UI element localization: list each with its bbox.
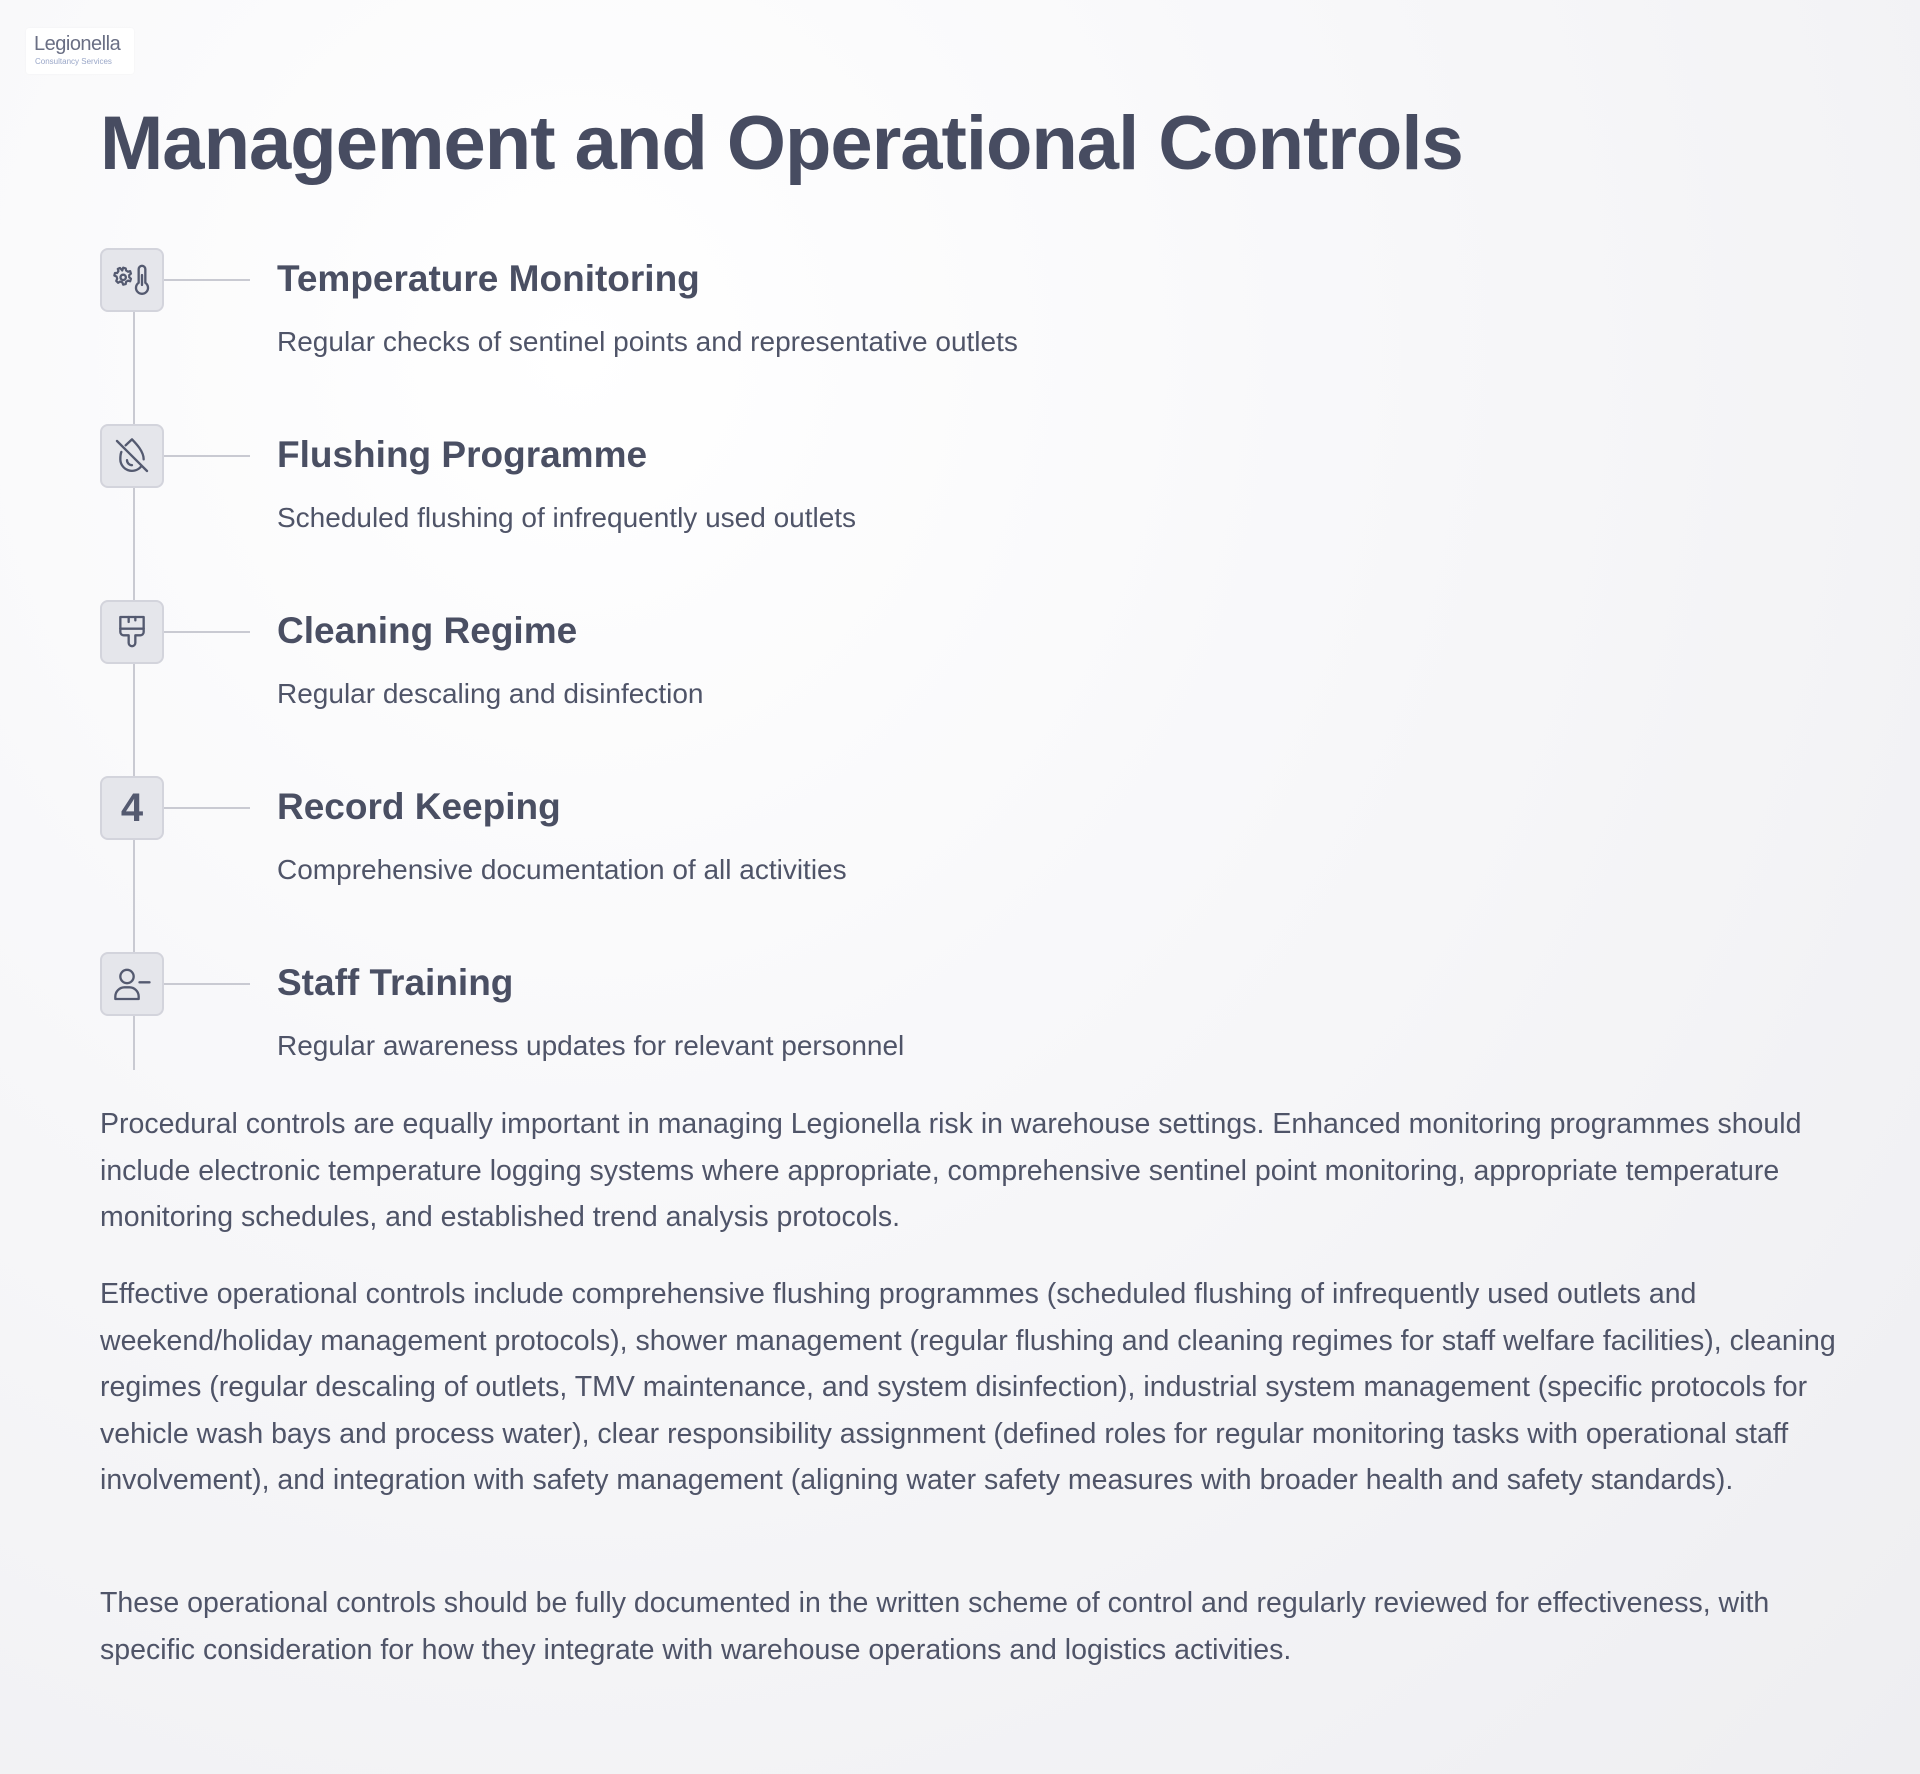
paintbrush-icon xyxy=(112,612,152,652)
timeline-item-description: Regular awareness updates for relevant personnel xyxy=(277,1030,905,1061)
timeline-marker xyxy=(100,952,164,1016)
timeline-item-title: Flushing Programme xyxy=(277,434,648,475)
logo-subtitle: Consultancy Services xyxy=(35,57,112,66)
timeline-item-cleaning-regime xyxy=(0,600,1920,709)
timeline-item-title: Staff Training xyxy=(277,962,514,1003)
step-number: 4 xyxy=(120,785,144,830)
timeline-connector xyxy=(164,807,250,809)
temperature-gear-icon xyxy=(112,260,152,300)
timeline-connector xyxy=(164,983,250,985)
user-minus-icon xyxy=(112,964,152,1004)
droplet-off-icon xyxy=(112,436,152,476)
page-title: Management and Operational Controls xyxy=(100,101,1463,186)
timeline-marker xyxy=(100,248,164,312)
timeline-item-title: Temperature Monitoring xyxy=(277,258,700,299)
body-paragraph-operational-controls: Effective operational controls include comprehensive flushing programmes (scheduled flushing of infrequently used outlets and weekend/holiday management protocols), shower management (regular flushing and cleaning regimes for staff welfare facilities), cleaning regimes (regular descaling of outlets, TMV maintenance, and system disinfection), industrial system management (specific protocols for vehicle wash bays and process water), clear responsibility assignment (defined roles for regular monitoring tasks with operational staff involvement), and integration with safety management (aligning water safety measures with broader health and safety standards). xyxy=(100,1278,1836,1496)
timeline-item-staff-training xyxy=(0,952,1920,1061)
timeline-item-flushing-programme xyxy=(0,424,1920,533)
timeline-connector xyxy=(164,455,250,457)
logo-wordmark: Legionella xyxy=(34,33,121,55)
timeline-item-description: Regular descaling and disinfection xyxy=(277,678,704,709)
timeline-marker xyxy=(100,424,164,488)
body-paragraph-procedural-controls: Procedural controls are equally important in managing Legionella risk in warehouse settings. Enhanced monitoring programmes should include electronic temperature logging systems where appropriate, comprehensive sentinel point monitoring, appropriate temperature monitoring schedules, and established trend analysis protocols. xyxy=(100,1108,1802,1233)
timeline-item-description: Regular checks of sentinel points and representative outlets xyxy=(277,326,1018,357)
timeline-marker xyxy=(100,600,164,664)
timeline-item-description: Scheduled flushing of infrequently used outlets xyxy=(277,502,857,533)
timeline-connector xyxy=(164,279,250,281)
timeline-item-title: Record Keeping xyxy=(277,786,561,827)
timeline-connector xyxy=(164,631,250,633)
timeline-marker xyxy=(100,776,164,840)
timeline-item-description: Comprehensive documentation of all activities xyxy=(277,854,847,885)
timeline-item-record-keeping xyxy=(0,776,1920,885)
company-logo xyxy=(26,28,134,74)
body-paragraph-documentation: These operational controls should be fully documented in the written scheme of control and regularly reviewed for effectiveness, with specific consideration for how they integrate with warehouse operations and logistics activities. xyxy=(100,1587,1770,1666)
timeline-item-title: Cleaning Regime xyxy=(277,610,578,651)
timeline-item-temperature-monitoring xyxy=(0,248,1920,357)
